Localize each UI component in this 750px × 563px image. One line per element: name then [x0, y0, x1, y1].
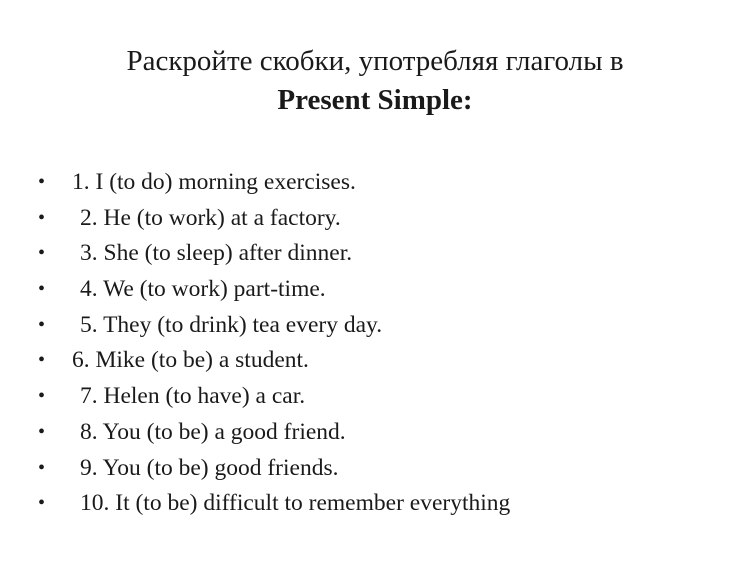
- exercise-list: [0, 165, 750, 522]
- list-item: [0, 165, 750, 201]
- bullet-icon: •: [38, 171, 46, 193]
- list-item: [0, 415, 750, 451]
- exercise-text: 10. It (to be) difficult to remember everything: [80, 490, 511, 517]
- bullet-icon: •: [38, 349, 46, 372]
- list-item: [0, 236, 750, 272]
- bullet-icon: •: [38, 492, 46, 515]
- exercise-text: 3. She (to sleep) after dinner.: [80, 240, 353, 267]
- exercise-text: 1. I (to do) morning exercises.: [72, 169, 356, 195]
- list-item: [0, 308, 750, 344]
- exercise-text: 9. You (to be) good friends.: [80, 454, 339, 481]
- exercise-text: 6. Mike (to be) a student.: [72, 347, 309, 374]
- bullet-icon: •: [38, 420, 46, 443]
- list-item: [0, 379, 750, 415]
- bullet-icon: •: [38, 385, 46, 408]
- bullet-icon: •: [38, 242, 46, 265]
- bullet-icon: •: [38, 278, 46, 301]
- exercise-text: 8. You (to be) a good friend.: [80, 418, 346, 445]
- title-line-1: Раскройте скобки, употребляя глаголы в: [126, 45, 624, 77]
- bullet-icon: •: [38, 206, 46, 229]
- list-item: [0, 343, 750, 379]
- bullet-icon: •: [38, 456, 46, 479]
- exercise-text: 4. We (to work) part-time.: [80, 276, 326, 303]
- list-item: [0, 201, 750, 237]
- list-item: [0, 272, 750, 308]
- exercise-text: 5. They (to drink) tea every day.: [80, 311, 383, 338]
- list-item: [0, 451, 750, 487]
- title-line-2: Present Simple:: [277, 84, 473, 116]
- exercise-text: 7. Helen (to have) a car.: [80, 383, 306, 410]
- bullet-icon: •: [38, 313, 46, 336]
- exercise-text: 2. He (to work) at a factory.: [80, 204, 341, 231]
- list-item: [0, 486, 750, 522]
